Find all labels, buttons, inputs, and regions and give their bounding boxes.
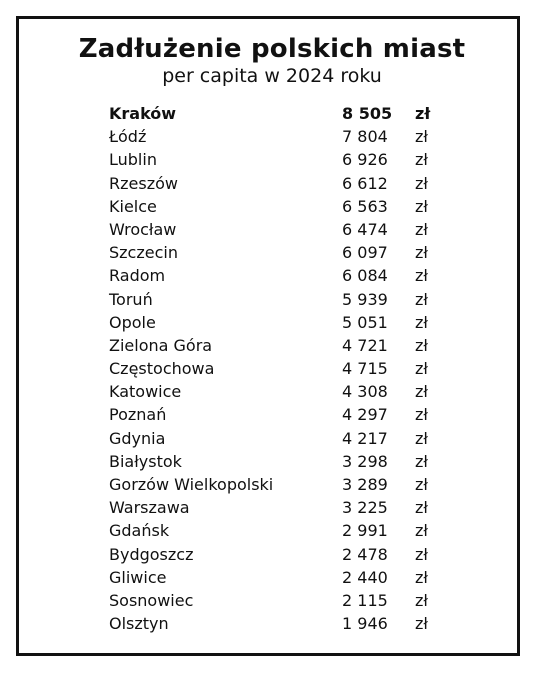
city-name: Kraków <box>109 104 177 123</box>
table-row <box>109 311 449 334</box>
table-row <box>109 334 449 357</box>
debt-value: 3 289 <box>342 475 388 494</box>
debt-value: 6 097 <box>342 243 388 263</box>
city-name: Warszawa <box>109 498 190 518</box>
debt-table <box>109 102 449 635</box>
currency-unit: zł <box>415 382 428 402</box>
city-name: Białystok <box>109 451 182 471</box>
currency-unit: zł <box>415 150 428 170</box>
table-row <box>109 589 449 612</box>
currency-unit: zł <box>415 104 431 123</box>
city-name: Gdańsk <box>109 521 170 541</box>
debt-value: 4 721 <box>342 335 388 355</box>
currency-unit: zł <box>415 219 428 239</box>
table-row <box>109 566 449 589</box>
currency-unit: zł <box>415 590 428 610</box>
city-name: Opole <box>109 312 156 332</box>
currency-unit: zł <box>415 521 428 541</box>
currency-unit: zł <box>415 335 428 355</box>
city-name: Kielce <box>109 196 157 216</box>
table-row <box>109 450 449 473</box>
table-row <box>109 241 449 264</box>
page-subtitle: per capita w 2024 roku <box>162 65 382 87</box>
table-row <box>109 357 449 380</box>
currency-unit: zł <box>415 359 428 379</box>
table-row <box>109 380 449 403</box>
city-name: Poznań <box>109 405 167 425</box>
city-name: Lublin <box>109 150 157 170</box>
currency-unit: zł <box>415 544 428 564</box>
city-name: Łódź <box>109 127 147 147</box>
table-row <box>109 172 449 195</box>
table-row <box>109 473 449 496</box>
currency-unit: zł <box>415 475 428 494</box>
debt-value: 6 084 <box>342 266 388 286</box>
currency-unit: zł <box>415 196 428 216</box>
table-row <box>109 612 449 635</box>
currency-unit: zł <box>415 498 428 518</box>
debt-value: 2 991 <box>342 521 388 541</box>
city-name: Rzeszów <box>109 173 178 193</box>
debt-value: 7 804 <box>342 127 388 147</box>
city-name: Bydgoszcz <box>109 544 194 564</box>
currency-unit: zł <box>415 428 428 448</box>
table-row <box>109 218 449 241</box>
debt-value: 8 505 <box>342 104 393 123</box>
city-name: Gdynia <box>109 428 166 448</box>
debt-value: 4 715 <box>342 359 388 379</box>
table-row <box>109 195 449 218</box>
currency-unit: zł <box>415 173 428 193</box>
debt-value: 2 440 <box>342 567 388 587</box>
debt-value: 4 308 <box>342 382 388 402</box>
city-name: Szczecin <box>109 243 178 263</box>
city-name: Gliwice <box>109 567 167 587</box>
table-row <box>109 264 449 287</box>
table-row <box>109 125 449 148</box>
debt-value: 5 939 <box>342 289 388 309</box>
debt-value: 5 051 <box>342 312 388 332</box>
currency-unit: zł <box>415 614 428 634</box>
table-row <box>109 496 449 519</box>
table-row <box>109 427 449 450</box>
city-name: Wrocław <box>109 219 177 239</box>
currency-unit: zł <box>415 127 428 147</box>
currency-unit: zł <box>415 451 428 471</box>
debt-value: 4 217 <box>342 428 388 448</box>
debt-value: 4 297 <box>342 405 388 425</box>
debt-value: 6 474 <box>342 219 388 239</box>
currency-unit: zł <box>415 266 428 286</box>
page-title: Zadłużenie polskich miast <box>78 34 466 64</box>
currency-unit: zł <box>415 312 428 332</box>
currency-unit: zł <box>415 405 428 425</box>
city-name: Katowice <box>109 382 182 402</box>
city-name: Toruń <box>109 289 153 309</box>
debt-value: 6 612 <box>342 173 388 193</box>
debt-value: 2 115 <box>342 590 388 610</box>
city-name: Zielona Góra <box>109 335 213 355</box>
debt-value: 2 478 <box>342 544 388 564</box>
city-name: Częstochowa <box>109 359 215 379</box>
city-name: Radom <box>109 266 166 286</box>
table-row <box>109 102 449 125</box>
debt-value: 6 563 <box>342 196 388 216</box>
city-name: Gorzów Wielkopolski <box>109 475 274 494</box>
currency-unit: zł <box>415 567 428 587</box>
table-row <box>109 403 449 426</box>
table-row <box>109 543 449 566</box>
currency-unit: zł <box>415 243 428 263</box>
city-name: Olsztyn <box>109 614 169 634</box>
debt-value: 6 926 <box>342 150 388 170</box>
debt-value: 3 225 <box>342 498 388 518</box>
table-row <box>109 288 449 311</box>
debt-value: 1 946 <box>342 614 388 634</box>
currency-unit: zł <box>415 289 428 309</box>
city-name: Sosnowiec <box>109 590 194 610</box>
table-row <box>109 148 449 171</box>
debt-value: 3 298 <box>342 451 388 471</box>
table-row <box>109 519 449 542</box>
